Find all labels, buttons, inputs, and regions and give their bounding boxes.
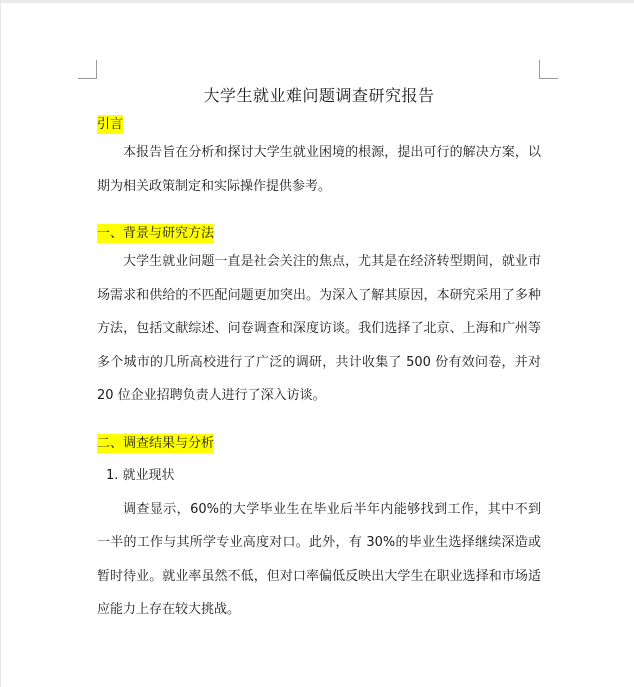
spacer [97,203,541,223]
page-top-edge [1,0,634,3]
section-heading-results [97,433,541,455]
margin-corner-mark-right [539,60,558,79]
margin-corner-mark-left [78,60,97,79]
intro-paragraph: 本报告旨在分析和探讨大学生就业困境的根源，提出可行的解决方案，以期为相关政策制定和实际操作提供参考。 [97,145,541,194]
section-heading-background [97,223,541,245]
spacer [97,413,541,433]
document-title: 大学生就业难问题调查研究报告 [203,86,435,105]
highlighted-heading-text: 二、调查结果与分析 [97,435,215,451]
list-item-employment-status: 1. 就业现状 [106,467,175,483]
section-heading-intro [97,114,541,136]
document-body[interactable] [97,84,541,627]
highlighted-heading-text: 一、背景与研究方法 [97,226,215,241]
results-paragraph: 调查显示，60%的大学毕业生在毕业后半年内能够找到工作，其中不到一半的工作与其所学专业高度对口。此外，有 30%的毕业生选择继续深造或暂时待业。就业率虽然不低，但对口率偏低反映出大学生在职业选择和市场适应能力上存在较大挑战。 [97,501,541,617]
background-paragraph: 大学生就业问题一直是社会关注的焦点，尤其是在经济转型期间，就业市场需求和供给的不匹配问题更加突出。为深入了解其原因，本研究采用了多种方法，包括文献综述、问卷调查和深度访谈。我们选择了北京、上海和广州等多个城市的几所高校进行了广泛的调研，共计收集了 500 份有效问卷，并对 20 位企业招聘负责人进行了深入访谈。 [97,254,541,403]
highlighted-heading-text: 引言 [97,117,124,132]
